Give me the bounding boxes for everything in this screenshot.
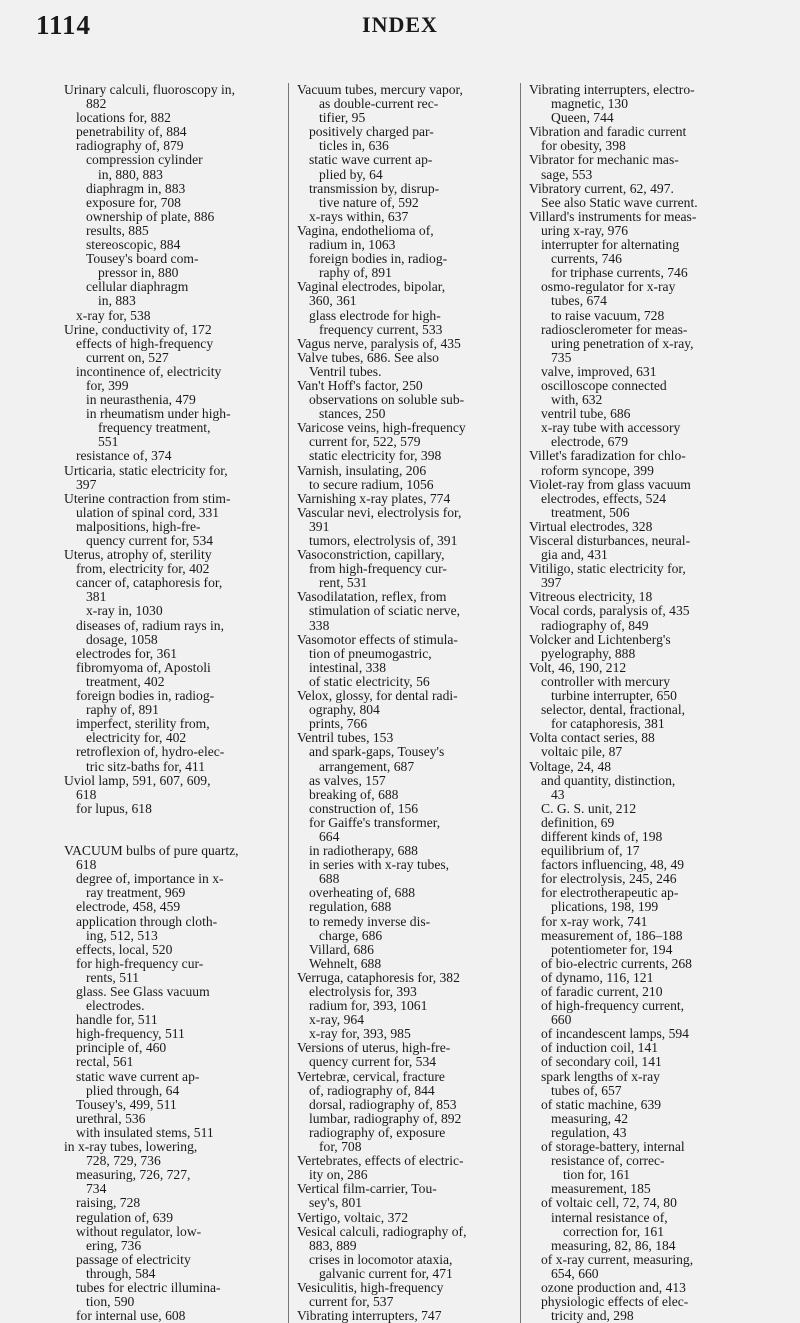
index-subentry: x-ray for, 393, 985 <box>309 1026 411 1042</box>
index-entry: Urinary calculi, fluoroscopy in, <box>64 82 236 97</box>
index-subentry: for, 708 <box>319 1139 362 1155</box>
index-spacer <box>64 816 280 830</box>
index-subentry: 397 <box>76 476 97 492</box>
index-subentry: charge, 686 <box>319 927 383 943</box>
index-subentry: electrolysis for, 393 <box>309 984 417 999</box>
index-subentry: selector, dental, fractional, <box>541 702 686 718</box>
index-subentry: raphy of, 891 <box>86 702 159 718</box>
index-subentry: definition, 69 <box>541 814 615 830</box>
index-subentry: crises in locomotor ataxia, <box>309 1251 453 1267</box>
index-subentry: measurement of, 186–188 <box>541 927 683 943</box>
index-subentry: 735 <box>551 349 572 365</box>
index-subentry: ing, 512, 513 <box>86 927 158 943</box>
index-subentry: with, 632 <box>551 392 603 408</box>
index-entry: Vibratory current, 62, 497. <box>529 180 674 196</box>
index-subentry: observations on soluble sub- <box>309 392 465 408</box>
index-subentry: application through cloth- <box>76 913 218 929</box>
index-subentry: raphy of, 891 <box>319 265 392 281</box>
index-subentry: Tousey's board com- <box>86 251 199 267</box>
index-subentry: C. G. S. unit, 212 <box>541 800 637 816</box>
index-subentry: urethral, 536 <box>76 1110 146 1126</box>
index-subentry: arrangement, 687 <box>319 758 415 774</box>
index-entry: Vibrator for mechanic mas- <box>529 152 679 168</box>
index-subentry: ticles in, 636 <box>319 138 389 154</box>
index-subentry: stereoscopic, 884 <box>86 237 181 253</box>
index-subentry: frequency current, 533 <box>319 321 443 337</box>
index-subentry: 618 <box>76 857 97 873</box>
index-subentry: through, 584 <box>86 1265 156 1281</box>
index-subentry: electrodes. <box>86 998 145 1014</box>
index-subentry: Queen, 744 <box>551 110 614 126</box>
index-subentry: in rheumatism under high- <box>86 406 231 422</box>
index-subentry: as double-current rec- <box>319 96 439 112</box>
index-entry: Urine, conductivity of, 172 <box>64 321 212 337</box>
index-entry: Varicose veins, high-frequency <box>297 420 466 436</box>
index-entry: Volt, 46, 190, 212 <box>529 659 627 675</box>
index-subentry: in series with x-ray tubes, <box>309 857 450 873</box>
index-subentry: ering, 736 <box>86 1237 142 1253</box>
index-subentry: treatment, 506 <box>551 504 630 520</box>
index-subentry: for electrolysis, 245, 246 <box>541 871 677 887</box>
index-subentry: locations for, 882 <box>76 110 171 126</box>
index-subentry: 728, 729, 736 <box>86 1153 161 1169</box>
index-subentry: and quantity, distinction, <box>541 772 676 788</box>
index-subentry: 551 <box>98 434 119 450</box>
index-subentry: of static machine, 639 <box>541 1096 662 1112</box>
index-subentry: galvanic current for, 471 <box>319 1265 453 1281</box>
index-subentry: foreign bodies in, radiog- <box>76 688 215 704</box>
index-subentry: principle of, 460 <box>76 1040 167 1056</box>
index-entry: Vascular nevi, electrolysis for, <box>297 504 462 520</box>
index-subentry: for x-ray work, 741 <box>541 913 648 929</box>
index-entry: Violet-ray from glass vacuum <box>529 476 691 492</box>
index-entry: Vitreous electricity, 18 <box>529 589 653 605</box>
index-subentry: with insulated stems, 511 <box>76 1124 214 1140</box>
index-subentry: radium in, 1063 <box>309 237 396 253</box>
index-subentry: high-frequency, 511 <box>76 1026 185 1042</box>
index-entry: Vitiligo, static electricity for, <box>529 561 686 577</box>
index-entry: Villet's faradization for chlo- <box>529 448 686 464</box>
index-subentry: plied through, 64 <box>86 1082 180 1098</box>
index-subentry: to remedy inverse dis- <box>309 913 431 929</box>
index-subentry: in, 880, 883 <box>98 166 163 182</box>
index-entry: Varnish, insulating, 206 <box>297 462 427 478</box>
index-subentry: factors influencing, 48, 49 <box>541 857 685 873</box>
index-entry: Uterine contraction from stim- <box>64 490 231 506</box>
index-entry: Virtual electrodes, 328 <box>529 518 653 534</box>
index-subentry: 391 <box>309 518 330 534</box>
index-subentry: of, radiography of, 844 <box>309 1082 435 1098</box>
index-entry: Van't Hoff's factor, 250 <box>297 377 423 393</box>
index-subentry: electrodes, effects, 524 <box>541 490 667 506</box>
index-entry: Voltage, 24, 48 <box>529 758 612 774</box>
index-subentry: for cataphoresis, 381 <box>551 716 665 732</box>
index-subentry: diaphragm in, 883 <box>86 180 186 196</box>
index-subentry: for triphase currents, 746 <box>551 265 688 281</box>
index-subentry: fibromyoma of, Apostoli <box>76 659 211 675</box>
index-subentry: of incandescent lamps, 594 <box>541 1026 689 1042</box>
index-subentry: sey's, 801 <box>309 1195 363 1211</box>
index-subentry: ray treatment, 969 <box>86 885 186 901</box>
index-entry: Velox, glossy, for dental radi- <box>297 688 458 704</box>
index-subentry: internal resistance of, <box>551 1209 668 1225</box>
index-subentry: raising, 728 <box>76 1195 141 1211</box>
index-subentry: currents, 746 <box>551 251 622 267</box>
index-subentry: from, electricity for, 402 <box>76 561 210 577</box>
index-subentry: positively charged par- <box>309 124 434 140</box>
index-subentry: 397 <box>541 575 562 591</box>
index-subentry: for, 399 <box>86 377 129 393</box>
index-entry: Verruga, cataphoresis for, 382 <box>297 969 460 985</box>
index-subentry: of bio-electric currents, 268 <box>541 955 692 971</box>
index-subentry: glass electrode for high- <box>309 307 441 323</box>
index-subentry: exposure for, 708 <box>86 194 181 210</box>
index-entry: Vagus nerve, paralysis of, 435 <box>297 335 461 351</box>
index-subentry: stances, 250 <box>319 406 386 422</box>
index-entry: Urticaria, static electricity for, <box>64 462 228 478</box>
index-subentry: plied by, 64 <box>319 166 383 182</box>
page-number: 1114 <box>36 10 92 40</box>
index-subentry: 688 <box>319 871 340 887</box>
index-subentry: x-rays within, 637 <box>309 208 409 224</box>
index-spacer <box>64 830 280 844</box>
index-subentry: rectal, 561 <box>76 1054 134 1070</box>
index-subentry: results, 885 <box>86 222 149 238</box>
index-subentry: magnetic, 130 <box>551 96 629 112</box>
index-subentry: electrode, 458, 459 <box>76 899 181 915</box>
index-entry: Vasoconstriction, capillary, <box>297 547 445 563</box>
index-subentry: x-ray for, 538 <box>76 307 151 323</box>
index-subentry: roform syncope, 399 <box>541 462 654 478</box>
index-subentry: x-ray tube with accessory <box>541 420 681 436</box>
index-entry: Vagina, endothelioma of, <box>297 222 434 238</box>
index-subentry: ownership of plate, 886 <box>86 208 215 224</box>
index-entry: Versions of uterus, high-fre- <box>297 1040 451 1056</box>
index-subentry: of induction coil, 141 <box>541 1040 659 1056</box>
page-title: INDEX <box>362 12 438 37</box>
index-subentry: gia and, 431 <box>541 547 608 563</box>
index-subentry: in radiotherapy, 688 <box>309 843 418 859</box>
index-entry: Vibrating interrupters, 747 <box>297 1308 442 1323</box>
index-subentry: to secure radium, 1056 <box>309 476 434 492</box>
index-subentry: without regulator, low- <box>76 1223 202 1239</box>
index-entry: Volcker and Lichtenberg's <box>529 631 671 647</box>
index-subentry: cancer of, cataphoresis for, <box>76 575 223 591</box>
index-entry: Vertebræ, cervical, fracture <box>297 1068 445 1084</box>
index-subentry: of static electricity, 56 <box>309 673 430 689</box>
index-subentry: regulation, 43 <box>551 1124 627 1140</box>
index-subentry: current for, 537 <box>309 1294 394 1310</box>
index-subentry: in neurasthenia, 479 <box>86 392 196 408</box>
index-subentry: treatment, 402 <box>86 673 165 689</box>
index-subentry: tion, 590 <box>86 1294 135 1310</box>
index-subentry: 360, 361 <box>309 293 357 309</box>
index-subentry: for Gaiffe's transformer, <box>309 814 441 830</box>
index-subentry: penetrability of, 884 <box>76 124 187 140</box>
index-subentry: of x-ray current, measuring, <box>541 1251 694 1267</box>
index-subentry: osmo-regulator for x-ray <box>541 279 676 295</box>
index-subentry: 338 <box>309 617 330 633</box>
index-subentry: for lupus, 618 <box>76 800 152 816</box>
index-subentry: glass. See Glass vacuum <box>76 984 210 999</box>
index-subentry: 660 <box>551 1012 572 1028</box>
index-subentry: ity on, 286 <box>309 1167 368 1183</box>
index-subentry: valve, improved, 631 <box>541 363 657 379</box>
index-subentry: passage of electricity <box>76 1251 191 1267</box>
index-subentry: measuring, 42 <box>551 1110 629 1126</box>
index-subentry: 654, 660 <box>551 1265 599 1281</box>
index-subentry: physiologic effects of elec- <box>541 1294 689 1310</box>
index-subentry: quency current for, 534 <box>309 1054 437 1070</box>
index-subentry: retroflexion of, hydro-elec- <box>76 744 225 760</box>
index-subentry: malpositions, high-fre- <box>76 518 201 534</box>
index-subentry: electrode, 679 <box>551 434 628 450</box>
index-subentry: electricity for, 402 <box>86 730 187 746</box>
index-subentry: compression cylinder <box>86 152 203 168</box>
index-subentry: plications, 198, 199 <box>551 899 659 915</box>
index-entry: Vaginal electrodes, bipolar, <box>297 279 446 295</box>
index-subentry: tive nature of, 592 <box>319 194 419 210</box>
index-subentry: effects, local, 520 <box>76 941 173 957</box>
index-entry: Volta contact series, 88 <box>529 730 655 746</box>
index-subentry: of high-frequency current, <box>541 998 685 1014</box>
index-subentry: radiography of, exposure <box>309 1124 446 1140</box>
index-subentry: current for, 522, 579 <box>309 434 421 450</box>
index-subentry: lumbar, radiography of, 892 <box>309 1110 462 1126</box>
index-subentry: diseases of, radium rays in, <box>76 617 224 633</box>
index-subentry: and spark-gaps, Tousey's <box>309 744 445 760</box>
index-subentry: radiography of, 849 <box>541 617 649 633</box>
index-entry: Varnishing x-ray plates, 774 <box>297 490 451 506</box>
index-subentry: degree of, importance in x- <box>76 871 224 887</box>
index-subentry: 618 <box>76 786 97 802</box>
index-entry: Vesical calculi, radiography of, <box>297 1223 467 1239</box>
index-subentry: rents, 511 <box>86 969 140 985</box>
index-subentry: frequency treatment, <box>98 420 211 436</box>
index-column-1 <box>64 83 280 1323</box>
index-entry: Vacuum tubes, mercury vapor, <box>297 82 463 97</box>
index-subentry: 43 <box>551 786 565 802</box>
index-subentry: static wave current ap- <box>76 1068 200 1084</box>
index-subentry: tricity and, 298 <box>551 1308 634 1323</box>
index-subentry: dosage, 1058 <box>86 631 158 647</box>
index-subentry: handle for, 511 <box>76 1012 158 1028</box>
index-subentry: radiosclerometer for meas- <box>541 321 688 337</box>
index-entry: Uviol lamp, 591, 607, 609, <box>64 772 211 788</box>
index-subentry: construction of, 156 <box>309 800 419 816</box>
index-subentry: foreign bodies in, radiog- <box>309 251 448 267</box>
index-subentry: to raise vacuum, 728 <box>551 307 665 323</box>
index-subentry: controller with mercury <box>541 673 671 689</box>
index-entry: Vertical film-carrier, Tou- <box>297 1181 437 1197</box>
index-subentry: transmission by, disrup- <box>309 180 440 196</box>
index-subentry: cellular diaphragm <box>86 279 189 295</box>
index-subentry: tubes of, 657 <box>551 1082 622 1098</box>
index-entry: Ventril tubes, 153 <box>297 730 394 746</box>
index-subentry: in, 883 <box>98 293 136 309</box>
index-subentry: radiography of, 879 <box>76 138 184 154</box>
index-entry: Vibration and faradic current <box>529 124 687 140</box>
index-subentry: current on, 527 <box>86 349 169 365</box>
index-subentry: uring x-ray, 976 <box>541 222 629 238</box>
index-subentry: tubes for electric illumina- <box>76 1279 221 1295</box>
index-subentry: of faradic current, 210 <box>541 984 663 999</box>
index-subentry: regulation, 688 <box>309 899 392 915</box>
index-column-3 <box>520 83 753 1323</box>
index-subentry: measuring, 726, 727, <box>76 1167 191 1183</box>
index-entry: Vibrating interrupters, electro- <box>529 82 695 97</box>
index-subentry: ventril tube, 686 <box>541 406 631 422</box>
index-entry: Vesiculitis, high-frequency <box>297 1279 444 1295</box>
index-subentry: overheating of, 688 <box>309 885 416 901</box>
index-subentry: x-ray, 964 <box>309 1012 364 1028</box>
index-subentry: stimulation of sciatic nerve, <box>309 603 460 619</box>
index-subentry: tric sitz-baths for, 411 <box>86 758 205 774</box>
index-subentry: for high-frequency cur- <box>76 955 204 971</box>
index-subentry: regulation of, 639 <box>76 1209 174 1225</box>
index-subentry: spark lengths of x-ray <box>541 1068 660 1084</box>
index-subentry: imperfect, sterility from, <box>76 716 210 732</box>
index-subentry: correction for, 161 <box>563 1223 664 1239</box>
index-entry: Vasodilatation, reflex, from <box>297 589 447 605</box>
index-subentry: rent, 531 <box>319 575 368 591</box>
index-subentry: measurement, 185 <box>551 1181 651 1197</box>
index-entry: Uterus, atrophy of, sterility <box>64 547 212 563</box>
index-subentry: electrodes for, 361 <box>76 645 177 661</box>
index-subentry: as valves, 157 <box>309 772 386 788</box>
index-subentry: incontinence of, electricity <box>76 363 222 379</box>
index-subentry: of voltaic cell, 72, 74, 80 <box>541 1195 677 1211</box>
index-subentry: sage, 553 <box>541 166 593 182</box>
index-subentry: turbine interrupter, 650 <box>551 688 677 704</box>
index-subentry: pyelography, 888 <box>541 645 636 661</box>
index-entry: VACUUM bulbs of pure quartz, <box>64 843 239 859</box>
index-subentry: Tousey's, 499, 511 <box>76 1096 177 1112</box>
index-entry: in x-ray tubes, lowering, <box>64 1139 198 1155</box>
index-subentry: static wave current ap- <box>309 152 433 168</box>
index-subentry: equilibrium of, 17 <box>541 843 640 859</box>
index-subentry: oscilloscope connected <box>541 377 667 393</box>
index-subentry: resistance of, correc- <box>551 1153 665 1169</box>
index-subentry: dorsal, radiography of, 853 <box>309 1096 457 1112</box>
index-subentry: 734 <box>86 1181 107 1197</box>
index-subentry: Ventril tubes. <box>309 363 382 379</box>
index-subentry: intestinal, 338 <box>309 659 387 675</box>
index-entry: Vasomotor effects of stimula- <box>297 631 458 647</box>
index-entry: Valve tubes, 686. See also <box>297 349 439 365</box>
index-subentry: for internal use, 608 <box>76 1308 186 1323</box>
index-subentry: 381 <box>86 589 107 605</box>
index-subentry: prints, 766 <box>309 716 368 732</box>
index-entry: Visceral disturbances, neural- <box>529 533 691 548</box>
index-subentry: uring penetration of x-ray, <box>551 335 694 351</box>
index-entry: Villard's instruments for meas- <box>529 208 697 224</box>
index-subentry: breaking of, 688 <box>309 786 399 802</box>
index-subentry: pressor in, 880 <box>98 265 179 281</box>
index-subentry: measuring, 82, 86, 184 <box>551 1237 676 1253</box>
index-subentry: 883, 889 <box>309 1237 357 1253</box>
index-subentry: from high-frequency cur- <box>309 561 447 577</box>
index-subentry: 664 <box>319 828 340 844</box>
index-subentry: Villard, 686 <box>309 941 374 957</box>
index-subentry: interrupter for alternating <box>541 237 680 253</box>
index-subentry: of storage-battery, internal <box>541 1139 685 1155</box>
index-subentry: of dynamo, 116, 121 <box>541 969 654 985</box>
index-subentry: x-ray in, 1030 <box>86 603 163 619</box>
index-subentry: for electrotherapeutic ap- <box>541 885 679 901</box>
index-subentry: static electricity for, 398 <box>309 448 442 464</box>
index-entry: Vocal cords, paralysis of, 435 <box>529 603 690 619</box>
index-subentry: tifier, 95 <box>319 110 366 126</box>
index-subentry: 882 <box>86 96 107 112</box>
index-subentry: radium for, 393, 1061 <box>309 998 428 1014</box>
index-subentry: tumors, electrolysis of, 391 <box>309 533 458 548</box>
index-subentry: potentiometer for, 194 <box>551 941 673 957</box>
index-subentry: ography, 804 <box>309 702 380 718</box>
index-entry: Vertebrates, effects of electric- <box>297 1153 464 1169</box>
index-subentry: Wehnelt, 688 <box>309 955 382 971</box>
index-column-2 <box>288 83 519 1323</box>
index-subentry: for obesity, 398 <box>541 138 626 154</box>
index-subentry: tion of pneumogastric, <box>309 645 432 661</box>
index-subentry: voltaic pile, 87 <box>541 744 623 760</box>
index-subentry: See also Static wave current. <box>541 194 698 210</box>
index-subentry: tubes, 674 <box>551 293 607 309</box>
index-subentry: ulation of spinal cord, 331 <box>76 504 220 520</box>
index-subentry: tion for, 161 <box>563 1167 631 1183</box>
index-subentry: effects of high-frequency <box>76 335 214 351</box>
index-subentry: quency current for, 534 <box>86 533 214 548</box>
index-entry: Vertigo, voltaic, 372 <box>297 1209 408 1225</box>
index-subentry: of secondary coil, 141 <box>541 1054 662 1070</box>
index-subentry: ozone production and, 413 <box>541 1279 686 1295</box>
index-subentry: resistance of, 374 <box>76 448 172 464</box>
index-subentry: different kinds of, 198 <box>541 828 663 844</box>
